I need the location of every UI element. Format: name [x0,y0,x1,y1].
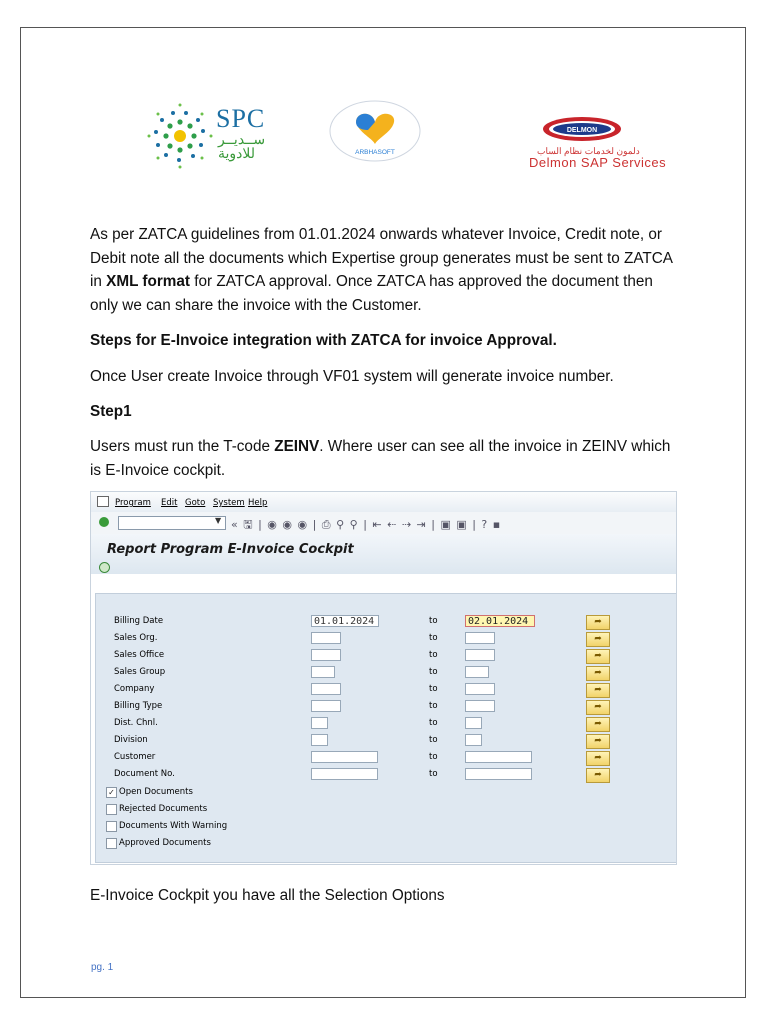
division-from[interactable] [311,734,328,746]
intro-paragraph [90,223,680,317]
vf01-paragraph: Once User create Invoice through VF01 system will generate invoice number. [90,368,614,385]
menu-goto[interactable]: Goto [185,498,206,508]
rejected-documents-label: Rejected Documents [119,804,208,814]
arbhasoft-logo-text: ARBHASOFT [355,149,395,156]
step1-heading: Step1 [90,403,132,420]
company-from[interactable] [311,683,341,695]
sales-group-to[interactable] [465,666,489,678]
division-to[interactable] [465,734,482,746]
documents-with-warning-label: Documents With Warning [119,821,228,831]
to-label: to [429,752,438,762]
enter-icon[interactable] [99,517,109,527]
to-label: to [429,633,438,643]
multiple-selection-button[interactable]: ➦ [586,615,610,630]
billing-date-to[interactable]: 02.01.2024 [465,615,535,627]
billing-type-label: Billing Type [114,701,163,711]
to-label: to [429,650,438,660]
page-number: pg. 1 [91,962,114,973]
company-to[interactable] [465,683,495,695]
multiple-selection-button[interactable]: ➦ [586,768,610,783]
command-dropdown-icon[interactable]: ▼ [215,516,222,525]
division-label: Division [114,735,148,745]
command-field[interactable] [118,516,226,530]
to-label: to [429,701,438,711]
delmon-badge-text: DELMON [566,127,598,134]
checkbox-unchecked[interactable] [106,804,117,815]
step1-text-1: Users must run the T-code [90,438,275,455]
dist-chnl-from[interactable] [311,717,328,729]
intro-text-2: for ZATCA approval. Once ZATCA has approved the document then only we can share the invoice with the Customer. [90,273,653,314]
multiple-selection-button[interactable]: ➦ [586,683,610,698]
sales-group-label: Sales Group [114,667,166,677]
sap-toolbar [91,512,676,535]
to-label: to [429,667,438,677]
spc-logo-arabic [218,132,265,160]
delmon-arabic-text: دلمون لخدمات نظام الساب [537,146,640,156]
customer-from[interactable] [311,751,378,763]
sales-org-from[interactable] [311,632,341,644]
approved-documents-label: Approved Documents [119,838,211,848]
document-no-from[interactable] [311,768,378,780]
billing-type-to[interactable] [465,700,495,712]
toolbar-icons[interactable]: « 🖫 | ◉ ◉ ◉ | ⎙ ⚲ ⚲ | ⇤ ⇠ ⇢ ⇥ | ▣ ▣ | ? ▪ [231,518,502,531]
multiple-selection-button[interactable]: ➦ [586,700,610,715]
multiple-selection-button[interactable]: ➦ [586,717,610,732]
sap-menubar [91,492,676,513]
menu-system[interactable]: System [213,498,245,508]
sap-titlebar [91,534,676,574]
billing-date-from[interactable]: 01.01.2024 [311,615,379,627]
to-label: to [429,735,438,745]
steps-heading: Steps for E-Invoice integration with ZATCA for invoice Approval. [90,332,557,349]
to-label: to [429,718,438,728]
spc-arabic-line2: للادوية [218,145,256,161]
window-menu-icon[interactable] [97,496,109,507]
document-no-label: Document No. [114,769,175,779]
menu-program[interactable]: Program [115,498,151,508]
billing-type-from[interactable] [311,700,341,712]
caption-text: E-Invoice Cockpit you have all the Selection Options [90,887,445,904]
sales-group-from[interactable] [311,666,335,678]
step1-text-2: . Where user can see all the invoice in ZEINV which is E-Invoice cockpit. [90,438,671,479]
menu-edit[interactable]: Edit [161,498,178,508]
company-label: Company [114,684,155,694]
open-documents-label: Open Documents [119,787,193,797]
menu-help[interactable]: Help [248,498,268,508]
selection-screen [95,593,676,863]
sales-office-from[interactable] [311,649,341,661]
billing-date-label: Billing Date [114,616,164,626]
to-label: to [429,684,438,694]
step1-bold: ZEINV [274,438,320,455]
multiple-selection-button[interactable]: ➦ [586,751,610,766]
checkbox-checked[interactable]: ✓ [106,787,117,798]
multiple-selection-button[interactable]: ➦ [586,632,610,647]
sap-screenshot [90,491,677,865]
intro-text-1: As per ZATCA guidelines from 01.01.2024 onwards whatever Invoice, Credit note, or Debit note all the documents which Expertise group generates must be sent to ZATCA in [90,226,673,290]
document-no-to[interactable] [465,768,532,780]
spc-logo-text: SPC [216,104,266,133]
customer-to[interactable] [465,751,532,763]
sales-office-to[interactable] [465,649,495,661]
spc-arabic-line1: ســديــر [218,131,266,147]
to-label: to [429,616,438,626]
sales-office-label: Sales Office [114,650,165,660]
sales-org-label: Sales Org. [114,633,158,643]
dist-chnl-label: Dist. Chnl. [114,718,158,728]
execute-icon[interactable] [99,562,110,573]
checkbox-unchecked[interactable] [106,821,117,832]
multiple-selection-button[interactable]: ➦ [586,734,610,749]
to-label: to [429,769,438,779]
multiple-selection-button[interactable]: ➦ [586,649,610,664]
sales-org-to[interactable] [465,632,495,644]
report-title: Report Program E-Invoice Cockpit [107,542,354,557]
dist-chnl-to[interactable] [465,717,482,729]
intro-bold: XML format [106,273,191,290]
step1-paragraph [90,435,680,482]
checkbox-unchecked[interactable] [106,838,117,849]
customer-label: Customer [114,752,156,762]
multiple-selection-button[interactable]: ➦ [586,666,610,681]
delmon-english-text: Delmon SAP Services [529,155,667,170]
arbhasoft-logo-icon [328,100,422,162]
